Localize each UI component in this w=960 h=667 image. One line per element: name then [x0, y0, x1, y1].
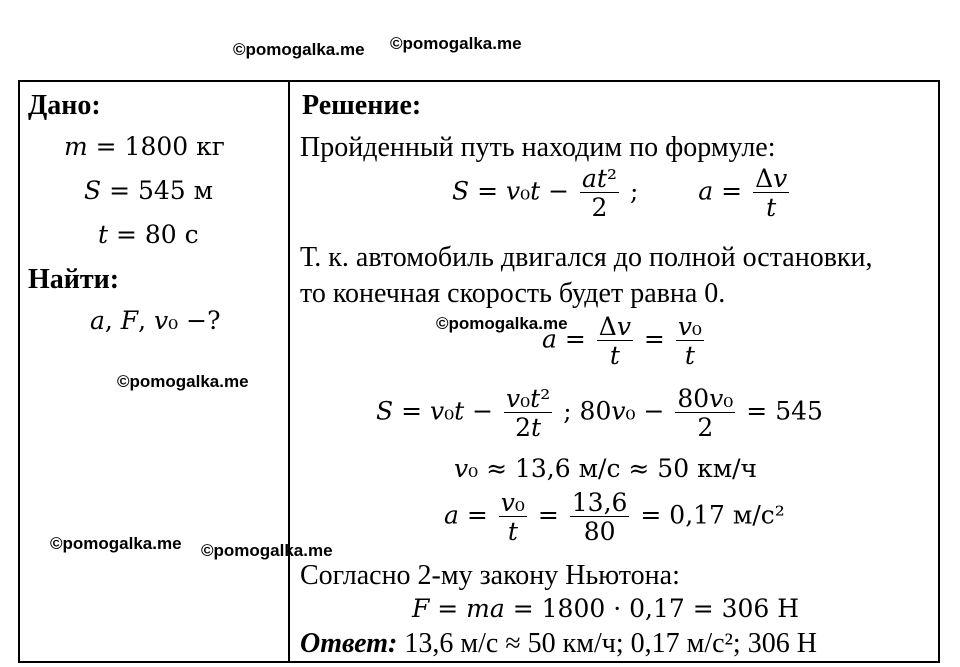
formula-text: 𝑆 = 𝑣₀𝑡 −	[452, 176, 570, 206]
formula-text: 𝑎 =	[698, 176, 743, 206]
given-mass: 𝑚 = 1800 кг	[64, 132, 225, 161]
denominator: 2	[591, 193, 608, 222]
force-result: 𝐹 = 𝑚𝑎 = 1800 · 0,17 = 306 Н	[412, 594, 800, 623]
denominator: 𝑡	[766, 193, 777, 222]
watermark: ©pomogalka.me	[117, 372, 249, 391]
denominator: 𝑡	[684, 341, 695, 370]
fraction	[753, 166, 789, 220]
numerator: 𝑣₀𝑡²	[506, 384, 551, 413]
find-heading: Найти:	[28, 264, 120, 295]
speed-result: 𝑣₀ ≈ 13,6 м/с ≈ 50 км/ч	[454, 454, 758, 483]
formula-text: 𝑎 =	[444, 500, 488, 530]
fraction	[597, 314, 633, 368]
watermark: ©pomogalka.me	[390, 34, 522, 53]
numerator: 13,6	[571, 488, 628, 517]
denominator: 𝑡	[609, 341, 620, 370]
numerator: 80𝑣₀	[677, 384, 734, 413]
formula-initial-speed-equation	[376, 386, 823, 440]
formula-text: 𝑆 = 𝑣₀𝑡 −	[376, 396, 494, 426]
formula-text: =	[643, 324, 665, 354]
watermark: ©pomogalka.me	[233, 40, 365, 59]
note-line-1: Т. к. автомобиль двигался до полной остановки,	[300, 242, 873, 273]
numerator: 𝑣₀	[677, 312, 702, 341]
watermark: ©pomogalka.me	[201, 541, 333, 560]
formula-text: ;	[629, 176, 639, 206]
formula-text: ; 80𝑣₀ −	[563, 396, 665, 426]
solution-intro: Пройденный путь находим по формуле:	[300, 132, 776, 163]
formula-text: = 545	[746, 396, 823, 426]
denominator: 𝑡	[507, 517, 518, 546]
formula-acceleration-result	[444, 490, 785, 544]
fraction	[676, 314, 704, 368]
fraction	[504, 386, 552, 440]
given-distance: 𝑆 = 545 м	[84, 176, 214, 205]
given-time: 𝑡 = 80 с	[98, 220, 199, 249]
answer-text: 13,6 м/с ≈ 50 км/ч; 0,17 м/с²; 306 Н	[404, 628, 817, 659]
formula-text: = 0,17 м/с²	[640, 500, 785, 530]
numerator: 𝑣₀	[500, 488, 525, 517]
column-divider	[288, 82, 290, 661]
denominator: 2	[697, 413, 714, 442]
fraction	[570, 490, 630, 544]
solution-heading: Решение:	[302, 90, 422, 121]
numerator: Δ𝑣	[755, 164, 788, 193]
note-line-2: то конечная скорость будет равна 0.	[300, 278, 726, 309]
formula-text: =	[537, 500, 559, 530]
numerator: Δ𝑣	[598, 312, 631, 341]
denominator: 2𝑡	[515, 413, 542, 442]
formula-path-and-acceleration	[452, 166, 792, 220]
watermark: ©pomogalka.me	[436, 314, 568, 333]
denominator: 80	[583, 517, 616, 546]
find-quantities: 𝑎, 𝐹, 𝑣₀ −?	[90, 306, 221, 335]
formula-text: 𝑎 =	[542, 324, 586, 354]
answer-label: Ответ:	[300, 628, 398, 659]
numerator: 𝑎𝑡²	[582, 164, 617, 193]
fraction	[675, 386, 735, 440]
answer-line	[300, 630, 817, 658]
given-heading: Дано:	[28, 90, 101, 121]
watermark: ©pomogalka.me	[50, 534, 182, 553]
newton-intro: Согласно 2-му закону Ньютона:	[300, 560, 680, 591]
fraction	[580, 166, 619, 220]
fraction	[499, 490, 527, 544]
